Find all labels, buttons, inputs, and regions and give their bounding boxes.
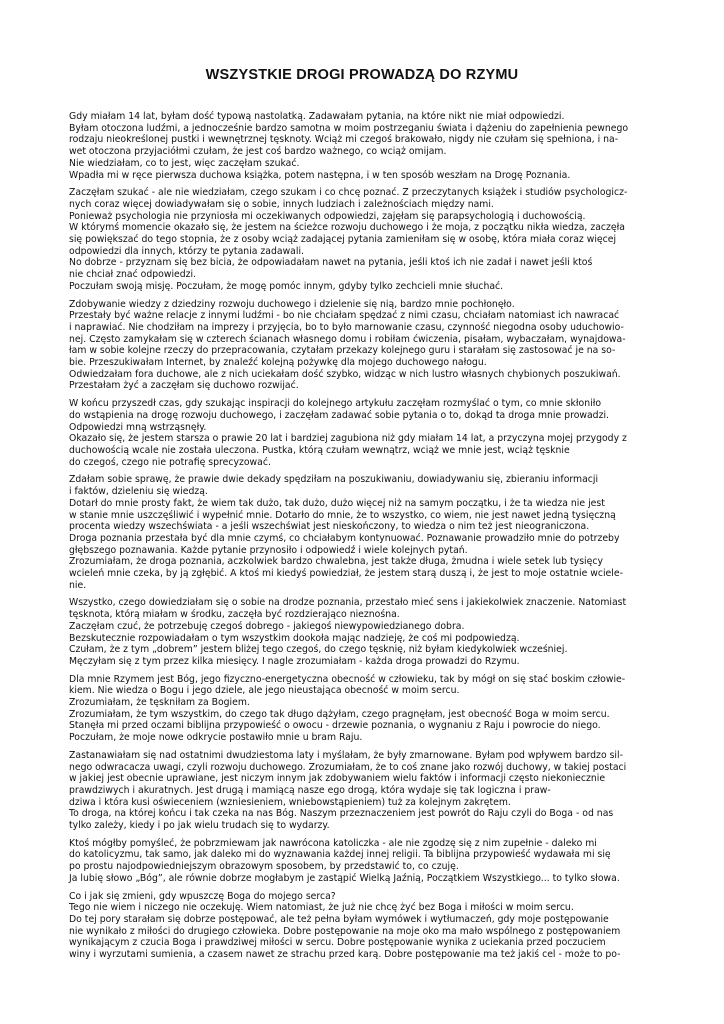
text-line: Do tej pory starałam się dobrze postępować, ale też pełna byłam wymówek i wytłumaczeń, gdy moje postępowanie <box>69 914 609 925</box>
text-line: W końcu przyszedł czas, gdy szukając inspiracji do kolejnego artykułu zaczęłam rozmyślać o tym, co mnie skłoniło <box>69 398 602 410</box>
text-line: nie chciał znać odpowiedzi. <box>69 269 197 281</box>
text-line: w jakiej jest obecnie uprawiane, jest niczym innym jak zdobywaniem wielu faktów i informacji często niekoniecznie <box>69 773 606 785</box>
text-line: Zdobywanie wiedzy z dziedziny rozwoju duchowego i dzielenie się nią, bardzo mnie pochłonęło. <box>69 298 515 310</box>
text-line: Zdałam sobie sprawę, że prawie dwie dekady spędziłam na poszukiwaniu, dowiadywaniu się, zbieraniu informacji <box>69 474 599 486</box>
paragraph <box>69 891 659 961</box>
text-line: Byłam otoczona ludźmi, a jednocześnie bardzo samotna w moim postrzeganiu świata i dążeniu do zapełnienia pewnego <box>69 122 629 134</box>
text-line: Czułam, że z tym „dobrem” jestem bliżej tego czegoś, do czego tęsknię, niż byłam kiedykolwiek wcześniej. <box>69 644 568 656</box>
text-line: rodzaju nieokreślonej pustki i wewnętrznej tęsknoty. Wciąż mi czegoś brakowało, nigdy nie czułam się spełniona, i na- <box>69 134 619 146</box>
text-line: Okazało się, że jestem starsza o prawie 20 lat i bardziej zagubiona niż gdy miałam 14 lat, a przyczyna mojej przygody z <box>69 433 627 445</box>
text-line: Przestałam żyć a zaczęłam się duchowo rozwijać. <box>69 380 299 392</box>
text-line: Ja lubię słowo „Bóg”, ale równie dobrze mogłabym je zastąpić Wielką Jaźnią, Początkiem Wszystkiego... to tylko słowa. <box>69 872 620 884</box>
text-line: Gdy miałam 14 lat, byłam dość typową nastolatką. Zadawałam pytania, na które nikt nie miał odpowiedzi. <box>69 111 565 122</box>
text-line: Co i jak się zmieni, gdy wpuszczę Boga do mojego serca? <box>69 890 336 902</box>
text-line: Ponieważ psychologia nie przyniosła mi oczekiwanych odpowiedzi, zajęłam się parapsychologią i duchowością. <box>69 210 586 222</box>
text-line: Tego nie wiem i niczego nie oczekuję. Wiem natomiast, że już nie chcę żyć bez Boga i miłości w moim sercu. <box>69 902 574 914</box>
text-line: Ktoś mógłby pomyśleć, że pobrzmiewam jak nawrócona katoliczka - ale nie zgodzę się z nim zupełnie - daleko mi <box>69 837 597 849</box>
text-line: łam w sobie kolejne rzeczy do przepracowania, czytałam przekazy kolejnego guru i starałam się zastosować je na so- <box>69 345 616 357</box>
paragraph <box>69 111 659 181</box>
text-line: i faktów, dzieleniu się wiedzą. <box>69 486 208 498</box>
text-line: procenta wiedzy wszechświata - a jeśli wszechświat jest nieskończony, to wiedza o nim też jest nieograniczona. <box>69 521 590 533</box>
text-line: No dobrze - przyznam się bez bicia, że odpowiadałam nawet na pytania, jeśli ktoś ich nie zadał i nawet jeśli ktoś <box>69 257 593 269</box>
text-line: Nie wiedziałam, co to jest, więc zaczęłam szukać. <box>69 157 300 169</box>
paragraph <box>69 474 659 591</box>
paragraph <box>69 597 659 667</box>
text-line: w stanie mnie uszczęśliwić i wypełnić mnie. Dotarło do mnie, że to wszystko, co wiem, nie jest nawet jedną tysięczną <box>69 509 616 521</box>
text-line: Męczyłam się z tym przez kilka miesięcy. I nagle zrozumiałam - każda droga prowadzi do Rzymu. <box>69 655 520 667</box>
text-line: się powiększać do tego stopnia, że z osoby wciąż zadającej pytania zamieniłam się w osobę, która miała coraz więcej <box>69 234 617 246</box>
text-line: Zastanawiałam się nad ostatnimi dwudziestoma laty i myślałam, że były zmarnowane. Byłam pod wpływem bardzo sil- <box>69 749 623 761</box>
paragraph <box>69 398 659 468</box>
text-line: Zrozumiałam, że tym wszystkim, do czego tak długo dążyłam, czego pragnęłam, jest obecność Boga w moim sercu. <box>69 708 610 720</box>
text-line: wet otoczona przyjaciółmi czułam, że jest coś bardzo ważnego, co wciąż omijam. <box>69 146 447 158</box>
text-line: Poczułam swoją misję. Poczułam, że mogę pomóc innym, gdyby tylko zechcieli mnie słuchać. <box>69 280 504 292</box>
text-line: Odwiedzałam fora duchowe, ale z nich uciekałam dość szybko, widząc w nich lustro własnych chybionych poszukiwań. <box>69 368 621 380</box>
text-line: i naprawiać. Nie chodziłam na imprezy i przyjęcia, bo to było marnowanie czasu, czynność niegodna osoby uduchowio- <box>69 321 624 333</box>
text-line: do czegoś, czego nie potrafię sprecyzować. <box>69 456 271 468</box>
text-line: do katolicyzmu, tak samo, jak daleko mi do wyznawania każdej innej religii. Ta biblijna przypowieść wydawała mi się <box>69 849 611 861</box>
text-line: nej. Często zamykałam się w czterech ścianach własnego domu i robiłam ćwiczenia, pisałam, wybaczałam, wynajdowa- <box>69 333 626 345</box>
text-line: Odpowiedzi mną wstrząsnęły. <box>69 421 207 433</box>
document-title: WSZYSTKIE DROGI PROWADZĄ DO RZYMU <box>205 67 519 83</box>
text-line: Droga poznania przestała być dla mnie czymś, co chciałabym kontynuować. Poznawanie prowadziło mnie do potrzeby <box>69 532 620 544</box>
text-line: Zrozumiałam, że tęskniłam za Bogiem. <box>69 697 250 709</box>
text-line: odpowiedzi dla innych, którzy te pytania zadawali. <box>69 245 304 257</box>
text-line: bie. Przeszukiwałam Internet, by znaleźć kolejną pożywkę dla mojego duchowego nałogu. <box>69 357 487 369</box>
text-line: nie. <box>69 579 87 591</box>
text-line: po prostu najodpowiedniejszym obrazowym sposobem, by przedstawić to, co czuję. <box>69 861 459 873</box>
text-line: Przestały być ważne relacje z innymi ludźmi - bo nie chciałam spędzać z nimi czasu, chciałam natomiast ich nawracać <box>69 310 620 322</box>
text-line: W którymś momencie okazało się, że jestem na ścieżce rozwoju duchowego i że moja, z początku nikła wiedza, zaczęła <box>69 222 625 234</box>
text-line: winy i wyrzutami sumienia, a czasem nawet ze strachu przed karą. Dobre postępowanie ma też jakiś cel - może to po- <box>69 949 621 961</box>
paragraph <box>69 674 659 744</box>
text-line: Zaczęłam czuć, że potrzebuję czegoś dobrego - jakiegoś niewypowiedzianego dobra. <box>69 620 465 632</box>
text-line: duchowością wcale nie została uleczona. Pustka, którą czułam wewnątrz, wciąż we mnie jest, wciąż tęsknie <box>69 444 570 456</box>
text-line: Zaczęłam szukać - ale nie wiedziałam, czego szukam i co chcę poznać. Z przeczytanych książek i studiów psychologicz- <box>69 187 628 199</box>
text-line: Wszystko, czego dowiedziałam się o sobie na drodze poznania, przestało mieć sens i jakiekolwiek znaczenie. Natomiast <box>69 597 627 609</box>
text-line: do wstąpienia na drogę rozwoju duchowego, i zaczęłam zadawać sobie pytania o to, dokąd ta droga mnie prowadzi. <box>69 409 609 421</box>
text-line: To droga, na której końcu i tak czeka na nas Bóg. Naszym przeznaczeniem jest powrót do Raju czyli do Boga - od nas <box>69 808 614 820</box>
text-line: wynikającym z czucia Boga i prawdziwej miłości w sercu. Dobre postępowanie wynika z uciekania przed poczuciem <box>69 937 606 949</box>
text-line: głębszego poznawania. Każde pytanie przynosiło i odpowiedź i wiele kolejnych pytań. <box>69 544 468 556</box>
text-line: Wpadła mi w ręce pierwsza duchowa książka, potem następna, i w ten sposób weszłam na Drogę Poznania. <box>69 169 571 181</box>
text-line: kiem. Nie wiedza o Bogu i jego dziele, ale jego nieustająca obecność w moim sercu. <box>69 685 460 697</box>
text-line: Poczułam, że moje nowe odkrycie postawiło mnie u bram Raju. <box>69 732 363 744</box>
text-line: prawdziwych i akuratnych. Jest drugą i mamiącą nasze ego drogą, która wydaje się tak logiczna i praw- <box>69 784 551 796</box>
text-line: Stanęła mi przed oczami biblijna przypowieść o owocu - drzewie poznania, o wygnaniu z Raju i powrocie do niego. <box>69 720 601 732</box>
text-line: Zrozumiałam, że droga poznania, aczkolwiek bardzo chwalebna, jest także długa, żmudna i wiele setek lub tysięcy <box>69 556 603 568</box>
paragraph <box>69 299 659 393</box>
text-line: nego odwracacza uwagi, czyli rozwoju duchowego. Zrozumiałam, że to coś znane jako rozwój duchowy, w takiej postaci <box>69 761 627 773</box>
text-line: tęsknota, którą miałam w środku, zaczęła być rozdzierająco nieznośna. <box>69 609 400 621</box>
text-line: nie wynikało z miłości do drugiego człowieka. Dobre postępowanie na moje oko ma mało wspólnego z postępowaniem <box>69 925 621 937</box>
paragraph <box>69 187 659 292</box>
paragraph <box>69 838 659 885</box>
text-line: dziwa i która kusi oświeceniem (wzniesieniem, wniebowstąpieniem) tuż za kolejnym zakrętem. <box>69 796 511 808</box>
text-line: Dla mnie Rzymem jest Bóg, jego fizyczno-energetyczna obecność w człowieku, tak by mógł on się stać boskim człowie- <box>69 673 626 685</box>
text-line: wcieleń mnie czeka, by ją zgłębić. A ktoś mi kiedyś powiedział, że jestem starą duszą i, że jest to moje ostatnie wciele- <box>69 568 623 580</box>
document-body <box>69 111 659 967</box>
text-line: Bezskutecznie rozpowiadałam o tym wszystkim dookoła mając nadzieję, że coś mi podpowiedzą. <box>69 632 520 644</box>
text-line: tylko zależy, kiedy i po jak wielu trudach się to wydarzy. <box>69 820 330 832</box>
text-line: Dotarł do mnie prosty fakt, że wiem tak dużo, tak dużo, dużo więcej niż na samym początku, i że ta wiedza nie jest <box>69 497 605 509</box>
paragraph <box>69 750 659 832</box>
text-line: nych coraz więcej dowiadywałam się o sobie, innych ludziach i zależnościach między nami. <box>69 198 494 210</box>
